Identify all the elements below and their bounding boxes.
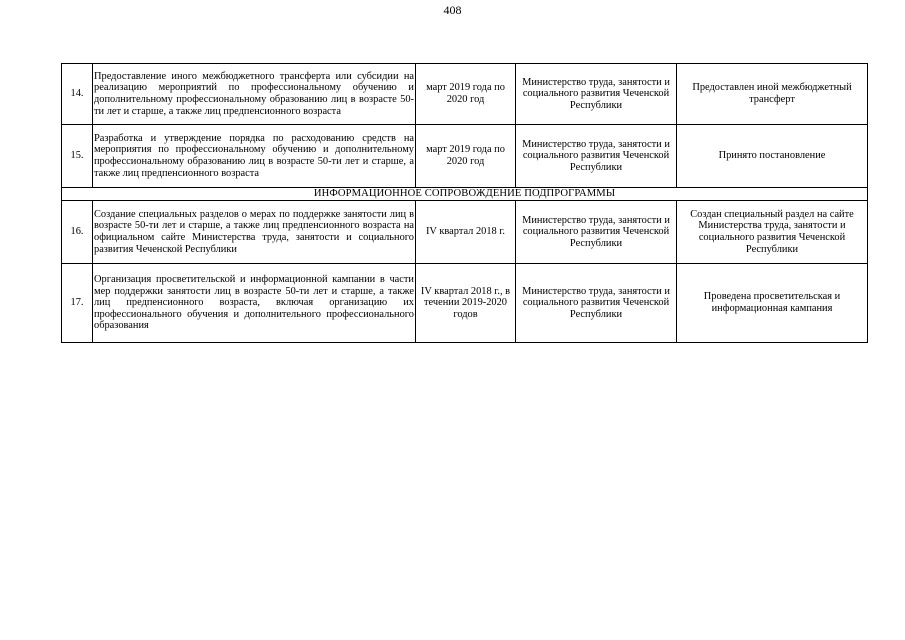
row-number: 14.	[62, 64, 93, 125]
activity-description: Создание специальных разделов о мерах по поддержке занятости лиц в возрасте 50-ти лет и старше, а также лиц предпенсионного возраста на официальном сайте Министерства труда, занятости и социального развития Чеченской Республики	[93, 201, 416, 264]
activity-executor: Министерство труда, занятости и социального развития Чеченской Республики	[516, 125, 677, 188]
row-number: 15.	[62, 125, 93, 188]
activity-result: Создан специальный раздел на сайте Министерства труда, занятости и социального развития Чеченской Республики	[677, 201, 868, 264]
activity-term: IV квартал 2018 г., в течении 2019-2020 годов	[416, 264, 516, 343]
section-row	[62, 188, 868, 201]
activity-result: Проведена просветительская и информационная кампания	[677, 264, 868, 343]
activity-description: Организация просветительской и информационной кампании в части мер поддержки занятости лиц в возрасте 50-ти лет и старше, а также лиц предпенсионного возраста, включая организацию их профессионального обучения и дополнительного профессионального образования	[93, 264, 416, 343]
activity-description: Предоставление иного межбюджетного трансферта или субсидии на реализацию мероприятий по профессиональному обучению и дополнительному профессиональному образованию лиц в возрасте 50-ти лет и старше, а также лиц предпенсионного возраста	[93, 64, 416, 125]
row-number: 17.	[62, 264, 93, 343]
activity-result: Принято постановление	[677, 125, 868, 188]
activity-executor: Министерство труда, занятости и социального развития Чеченской Республики	[516, 201, 677, 264]
page-number: 408	[443, 3, 462, 17]
activity-executor: Министерство труда, занятости и социального развития Чеченской Республики	[516, 264, 677, 343]
activity-result: Предоставлен иной межбюджетный трансферт	[677, 64, 868, 125]
activities-table	[61, 63, 868, 343]
section-title: ИНФОРМАЦИОННОЕ СОПРОВОЖДЕНИЕ ПОДПРОГРАММЫ	[62, 188, 868, 201]
row-number: 16.	[62, 201, 93, 264]
table-row	[62, 201, 868, 264]
activity-term: март 2019 года по 2020 год	[416, 64, 516, 125]
table-row	[62, 264, 868, 343]
activity-executor: Министерство труда, занятости и социального развития Чеченской Республики	[516, 64, 677, 125]
activity-term: март 2019 года по 2020 год	[416, 125, 516, 188]
table-row	[62, 64, 868, 125]
table-row	[62, 125, 868, 188]
activity-term: IV квартал 2018 г.	[416, 201, 516, 264]
activity-description: Разработка и утверждение порядка по расходованию средств на мероприятия по профессиональному обучению и дополнительному профессиональному образованию лиц в возрасте 50-ти лет и старше, а также лиц предпенсионного возраста	[93, 125, 416, 188]
